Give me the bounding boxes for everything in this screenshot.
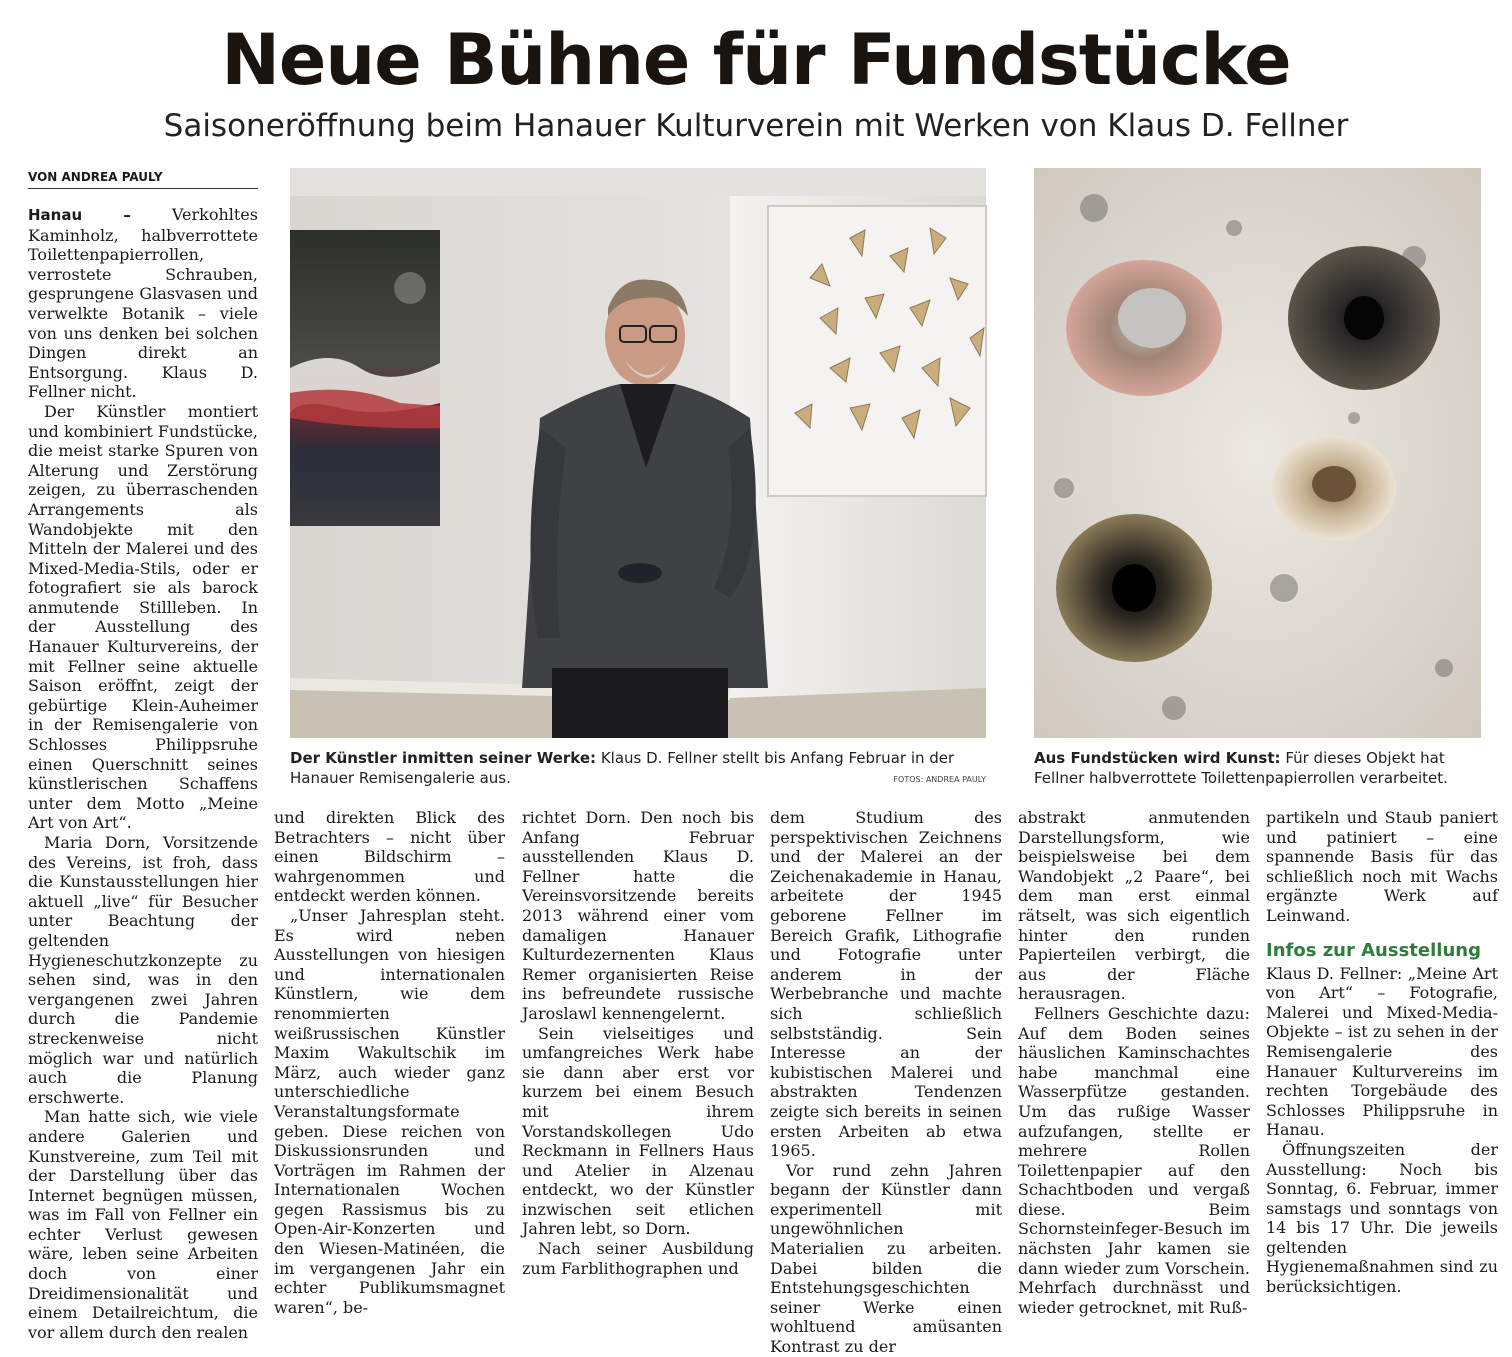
subheadline: Saisoneröffnung beim Hanauer Kulturverein mit Werken von Klaus D. Fellner	[163, 108, 1349, 144]
article-column-3	[522, 808, 754, 1278]
caption-lead: Der Künstler inmitten seiner Werke:	[290, 749, 597, 767]
headline: Neue Bühne für Fundstücke	[221, 19, 1291, 101]
paragraph: richtet Dorn. Den noch bis Anfang Februar ausstellenden Klaus D. Fellner hatte die Vereinsvorsitzende bereits 2013 während einer vom damaligen Hanauer Kulturdezernenten Klaus Remer organisierten Reise ins befreundete russische Jaroslawl kennengelernt.	[522, 808, 754, 1023]
article-column-6	[1266, 808, 1498, 1297]
photo-credit: FOTOS: ANDREA PAULY	[893, 775, 986, 784]
paragraph: abstrakt anmutenden Darstellungsform, wie beispielsweise bei dem Wandobjekt „2 Paare“, bei dem man erst einmal rätselt, was sich eigentlich hinter den runden Papierteilen verbirgt, die aus der Fläche herausragen.	[1018, 808, 1250, 1004]
paragraph: dem Studium des perspektivischen Zeichnens und der Malerei an der Zeichenakademie in Hanau, arbeitete der 1945 geborene Fellner im Bereich Grafik, Lithografie und Fotografie unter anderem in der Werbebranche und machte sich schließlich selbstständig. Sein Interesse an der kubistischen Malerei und abstrakten Tendenzen zeigte sich bereits in seinen ersten Arbeiten ab etwa 1965.	[770, 808, 1002, 1161]
main-photo	[290, 168, 986, 738]
info-paragraph: Öffnungszeiten der Ausstellung: Noch bis Sonntag, 6. Februar, immer samstags und sonntags von 14 bis 17 Uhr. Die jeweils geltenden Hygienemaßnahmen sind zu berücksichtigen.	[1266, 1139, 1498, 1297]
paragraph: Nach seiner Ausbildung zum Farblithographen und	[522, 1239, 754, 1278]
paragraph: Man hatte sich, wie viele andere Galerien und Kunstvereine, zum Teil mit der Darstellung über das Internet begnügen müssen, was im Fall von Fellner ein echter Verlust gewesen wäre, leben seine Arbeiten doch von einer Dreidimensionalität und einem Detailreichtum, die vor allem durch den realen	[28, 1107, 258, 1342]
article-column-1	[28, 205, 258, 1342]
paragraph: Maria Dorn, Vorsitzende des Vereins, ist froh, dass die Kunstausstellungen hier aktuell „live“ für Besucher unter Beachtung der geltenden Hygieneschutzkonzepte zu sehen sind, was in den vergangenen zwei Jahren durch die Pandemie streckenweise nicht möglich war und natürlich auch die Planung erschwerte.	[28, 833, 258, 1107]
side-photo	[1034, 168, 1481, 738]
paragraph: Der Künstler montiert und kombiniert Fundstücke, die meist starke Spuren von Alterung und Zerstörung zeigen, zu überraschenden Arrangements als Wandobjekte mit den Mitteln der Malerei und des Mixed-Media-Stils, oder er fotografiert sie als barock anmutende Stillleben. In der Ausstellung des Hanauer Kulturvereins, der mit Fellner seine aktuelle Saison eröffnt, zeigt der gebürtige Klein-Auheimer in der Remisengalerie von Schlosses Philippsruhe einen Querschnitt seines künstlerischen Schaffens unter dem Motto „Meine Art von Art“.	[28, 401, 258, 833]
side-photo-caption	[1034, 748, 1484, 788]
paragraph: Vor rund zehn Jahren begann der Künstler dann experimentell mit ungewöhnlichen Materialien zu arbeiten. Dabei bilden die Entstehungsgeschichten seiner Werke einen wohltuend amüsanten Kontrast zu der	[770, 1160, 1002, 1357]
byline: VON ANDREA PAULY	[28, 170, 258, 189]
paragraph: Fellners Geschichte dazu: Auf dem Boden seines häuslichen Kaminschachtes habe manchmal eine Wasserpfütze gestanden. Um das rußige Wasser aufzufangen, stellte er mehrere Rollen Toilettenpapier auf den Schachtboden und vergaß diese. Beim Schornsteinfeger-Besuch im nächsten Jahr kamen sie dann wieder zum Vorschein. Mehrfach durchnässt und wieder getrocknet, mit Ruß-	[1018, 1003, 1250, 1317]
paragraph: Hanau – Verkohltes Kaminholz, halbverrottete Toilettenpapierrollen, verrostete Schrauben, gesprungene Glasvasen und verwelkte Botanik – viele von uns denken bei solchen Dingen direkt an Entsorgung. Klaus D. Fellner nicht.	[28, 205, 258, 402]
caption-text: Klaus D. Fellner stellt bis Anfang Februar in der Hanauer Remisengalerie aus.	[290, 749, 955, 787]
toilet-paper-artwork-image	[1034, 168, 1481, 738]
info-paragraph: Klaus D. Fellner: „Meine Art von Art“ – Fotografie, Malerei und Mixed-Media-Objekte – ist zu sehen in der Remisengalerie des Hanauer Kulturvereins im rechten Torgebäude des Schlosses Philippsruhe in Hanau.	[1266, 963, 1498, 1140]
article-column-2	[274, 808, 505, 1317]
article-column-4	[770, 808, 1002, 1357]
paragraph: partikeln und Staub paniert und patiniert – eine spannende Basis für das schließlich noch mit Wachs ergänzte Werk auf Leinwand.	[1266, 808, 1498, 925]
article-column-5	[1018, 808, 1250, 1317]
paragraph: „Unser Jahresplan steht. Es wird neben Ausstellungen von hiesigen und internationalen Künstlern, wie dem renommierten weißrussischen Künstler Maxim Wakultschik im März, auch wieder ganz unterschiedliche Veranstaltungsformate geben. Diese reichen von Diskussionsrunden und Vorträgen im Rahmen der Internationalen Wochen gegen Rassismus bis zu Open-Air-Konzerten und den Wiesen-Matinéen, die im vergangenen Jahr ein echter Publikumsmagnet waren“, be-	[274, 905, 505, 1317]
caption-text: Für dieses Objekt hat Fellner halbverrottete Toilettenpapierrollen verarbeitet.	[1034, 749, 1448, 787]
info-box-heading: Infos zur Ausstellung	[1266, 939, 1481, 961]
dateline: Hanau –	[28, 206, 131, 224]
paragraph: Sein vielseitiges und umfangreiches Werk habe sie dann aber erst vor kurzem bei einem Besuch mit ihrem Vorstandskollegen Udo Reckmann in Fellners Haus und Atelier in Alzenau entdeckt, wo der Künstler inzwischen seit etlichen Jahren lebt, so Dorn.	[522, 1023, 754, 1239]
caption-lead: Aus Fundstücken wird Kunst:	[1034, 749, 1281, 767]
paragraph: und direkten Blick des Betrachters – nicht über einen Bildschirm – wahrgenommen und entdeckt werden können.	[274, 808, 505, 906]
artist-in-gallery-image	[290, 168, 986, 738]
